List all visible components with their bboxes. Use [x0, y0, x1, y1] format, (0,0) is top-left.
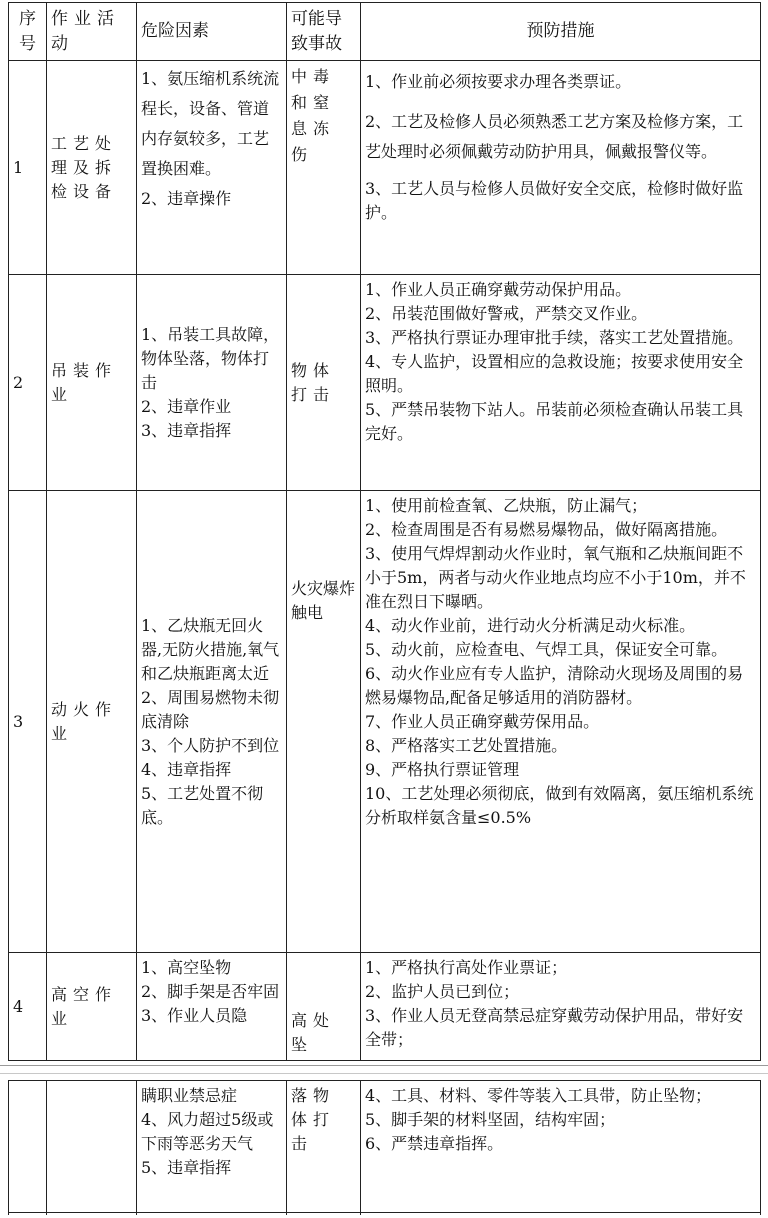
row-seq: 1: [9, 61, 47, 275]
measure-item: 1、作业前必须按要求办理各类票证。: [365, 72, 632, 91]
row-measures: [361, 491, 761, 953]
header-accident: 可能导致事故: [287, 3, 361, 61]
measure-item: 8、严格落实工艺处置措施。: [365, 736, 568, 755]
measure-item: 1、严格执行高处作业票证；: [365, 958, 568, 977]
measure-item: 4、专人监护，设置相应的急救设施；按要求使用安全照明。: [365, 352, 744, 395]
hazard-item: 5、工艺处置不彻底。: [141, 783, 264, 827]
continuation-table: [8, 1080, 761, 1215]
row-activity: 吊装作业: [47, 275, 137, 491]
measure-item: 2、工艺及检修人员必须熟悉工艺方案及检修方案，工艺处理时必须佩戴劳动防护用具，佩戴报警仪等。: [365, 112, 744, 161]
hazard-item: 瞒职业禁忌症: [141, 1086, 238, 1105]
row-hazards: [137, 61, 287, 275]
table-row: [9, 491, 761, 953]
row-activity: 动火作业: [47, 491, 137, 953]
row-seq: 4: [9, 953, 47, 1061]
continuation-accident: 落物体打击: [287, 1081, 361, 1215]
table-row: [9, 1081, 761, 1215]
safety-table: [8, 2, 761, 1061]
measure-item: 1、使用前检查氧、乙炔瓶，防止漏气；: [365, 496, 648, 515]
row-hazards: [137, 953, 287, 1061]
measure-item: 3、作业人员无登高禁忌症穿戴劳动保护用品，带好安全带；: [365, 1006, 744, 1049]
measure-item: 6、动火作业应有专人监护，清除动火现场及周围的易燃易爆物品,配备足够适用的消防器材。: [365, 664, 744, 707]
hazard-item: 3、作业人员隐: [141, 1006, 248, 1025]
header-hazard: 危险因素: [137, 3, 287, 61]
row-activity: 工艺处理及拆检设备: [47, 61, 137, 275]
continuation-hazards: [137, 1081, 287, 1215]
measure-item: 7、作业人员正确穿戴劳保用品。: [365, 712, 600, 731]
hazard-item: 1、氨压缩机系统流程长，设备、管道内存氨较多，工艺置换困难。: [141, 69, 280, 178]
measure-item: 9、严格执行票证管理: [365, 760, 520, 779]
continuation-seq: [9, 1081, 47, 1215]
row-hazards: [137, 491, 287, 953]
continuation-measures: [361, 1081, 761, 1215]
row-accident: 物体打击: [287, 275, 361, 491]
hazard-item: 2、脚手架是否牢固: [141, 982, 280, 1001]
hazard-item: 4、违章指挥: [141, 759, 232, 779]
header-measures: 预防措施: [361, 3, 761, 61]
measure-item: 6、严禁违章指挥。: [365, 1134, 504, 1153]
measure-item: 4、动火作业前，进行动火分析满足动火标准。: [365, 616, 696, 635]
measure-item: 2、吊装范围做好警戒，严禁交叉作业。: [365, 304, 648, 323]
row-seq: 3: [9, 491, 47, 953]
measure-item: 10、工艺处理必须彻底，做到有效隔离，氨压缩机系统分析取样氨含量≤0.5%: [365, 784, 754, 827]
hazard-item: 3、违章指挥: [141, 420, 232, 440]
measure-item: 3、使用气焊焊割动火作业时，氧气瓶和乙炔瓶间距不小于5m，两者与动火作业地点均应不小于10m，并不准在烈日下曝晒。: [365, 544, 746, 611]
hazard-item: 1、吊装工具故障，物体坠落，物体打击: [141, 324, 280, 392]
hazard-item: 5、违章指挥: [141, 1158, 232, 1177]
measure-item: 5、脚手架的材料坚固，结构牢固；: [365, 1110, 616, 1129]
row-measures: [361, 275, 761, 491]
measure-item: 2、监护人员已到位；: [365, 982, 520, 1001]
row-accident: 中毒和窒息冻伤: [287, 61, 361, 275]
header-seq: 序号: [9, 3, 47, 61]
measure-item: 5、动火前，应检查电、气焊工具，保证安全可靠。: [365, 640, 728, 659]
row-measures: [361, 61, 761, 275]
hazard-item: 3、个人防护不到位: [141, 735, 280, 755]
row-measures: [361, 953, 761, 1061]
table-bottom-rule: [8, 1212, 760, 1213]
hazard-item: 1、高空坠物: [141, 958, 232, 977]
header-activity: 作业活动: [47, 3, 137, 61]
hazard-item: 2、违章作业: [141, 396, 232, 416]
table-row: [9, 275, 761, 491]
row-activity: 高空作业: [47, 953, 137, 1061]
measure-item: 3、严格执行票证办理审批手续，落实工艺处置措施。: [365, 328, 744, 347]
hazard-item: 2、违章操作: [141, 189, 232, 208]
measure-item: 3、工艺人员与检修人员做好安全交底，检修时做好监护。: [365, 179, 744, 222]
hazard-item: 4、风力超过5级或下雨等恶劣天气: [141, 1110, 274, 1153]
table-row: [9, 61, 761, 275]
row-hazards: [137, 275, 287, 491]
continuation-activity: [47, 1081, 137, 1215]
measure-item: 2、检查周围是否有易燃易爆物品，做好隔离措施。: [365, 520, 728, 539]
table-row: [9, 953, 761, 1061]
row-accident: 火灾爆炸触电: [287, 491, 361, 953]
measure-item: 5、严禁吊装物下站人。吊装前必须检查确认吊装工具完好。: [365, 400, 744, 443]
row-accident: 高处坠: [287, 953, 361, 1061]
hazard-item: 2、周围易燃物未彻底清除: [141, 687, 280, 731]
measure-item: 4、工具、材料、零件等装入工具带，防止坠物；: [365, 1086, 712, 1105]
row-seq: 2: [9, 275, 47, 491]
measure-item: 1、作业人员正确穿戴劳动保护用品。: [365, 280, 632, 299]
hazard-item: 1、乙炔瓶无回火器,无防火措施,氧气和乙炔瓶距离太近: [141, 615, 280, 683]
